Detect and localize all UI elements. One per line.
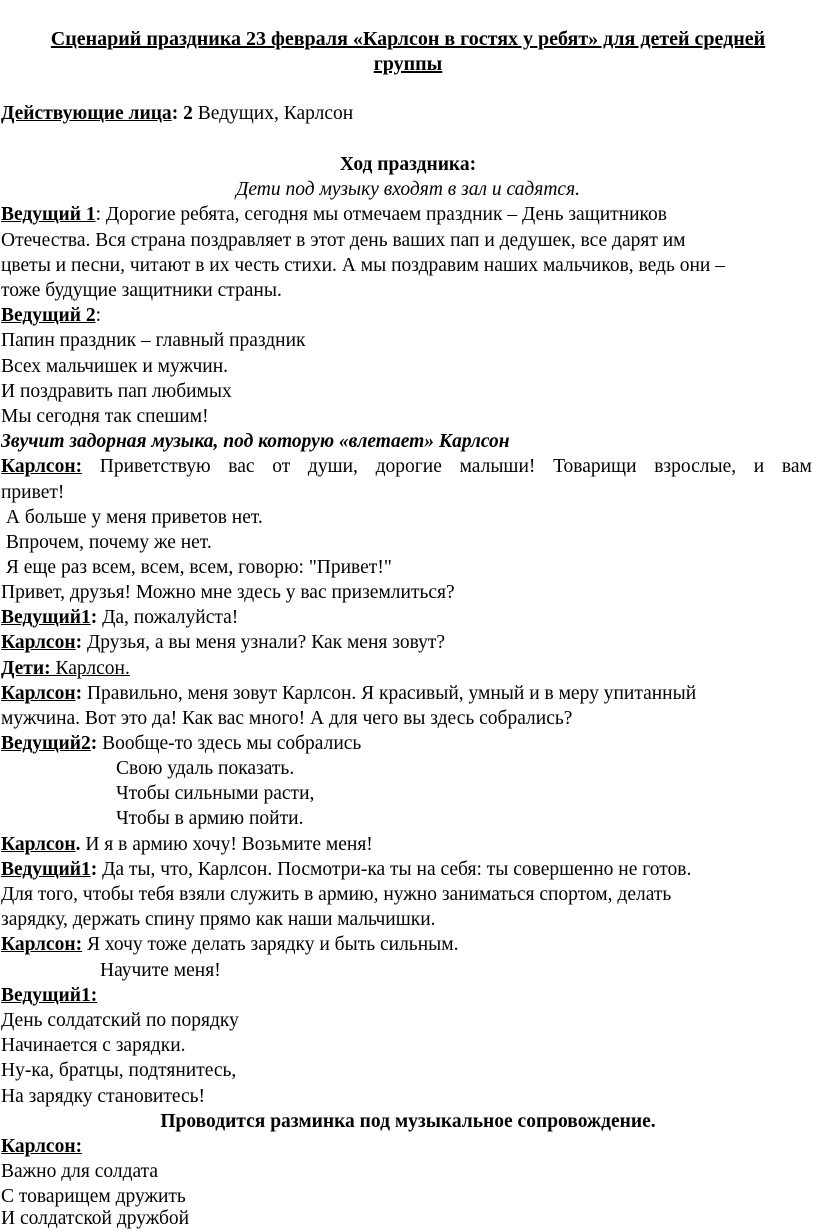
speech-carlson-line-5: Я еще раз всем, всем, всем, говорю: "Привет!" xyxy=(1,557,392,578)
word: дорогие xyxy=(375,456,442,477)
speech-host1-reply xyxy=(1,605,238,631)
speech-text: Да, пожалуйста! xyxy=(97,607,239,628)
cast-text: Ведущих, Карлсон xyxy=(192,103,354,124)
speech-carlson-intro-line-1 xyxy=(1,681,696,707)
word: и xyxy=(753,456,765,477)
cast-colon: : xyxy=(171,103,179,124)
document-title-line-2: группы xyxy=(373,53,443,75)
speech-text: Дорогие ребята, сегодня мы отмечаем праздник – День защитников xyxy=(101,204,667,225)
speaker-sep: : xyxy=(95,204,101,225)
verse-line: Свою удаль показать. xyxy=(116,758,295,779)
word: малыши! xyxy=(459,456,536,477)
verse-line: И поздравить пап любимых xyxy=(1,381,232,402)
stage-direction-entry: Дети под музыку входят в зал и садятся. xyxy=(235,179,581,200)
speech-host1-exercise-line-2: Для того, чтобы тебя взяли служить в армию, нужно заниматься спортом, делать xyxy=(1,884,672,905)
word: вас xyxy=(228,456,255,477)
speech-text: Да ты, что, Карлсон. Посмотри-ка ты на себя: ты совершенно не готов. xyxy=(97,859,692,880)
verse-line: Чтобы в армию пойти. xyxy=(116,808,304,829)
speaker-sep: . xyxy=(75,834,81,855)
speech-carlson-line-1 xyxy=(1,454,812,480)
document-title-line-1: Сценарий праздника 23 февраля «Карлсон в гостях у ребят» для детей средней xyxy=(50,28,766,50)
verse-line: Важно для солдата xyxy=(1,1161,159,1182)
verse-line: Начинается с зарядки. xyxy=(1,1035,186,1056)
cast-count: 2 xyxy=(183,103,193,124)
section-heading: Ход праздника: xyxy=(339,154,477,175)
verse-line: На зарядку становитесь! xyxy=(1,1086,206,1107)
word: взрослые, xyxy=(654,456,737,477)
speaker-name: Дети: xyxy=(1,658,51,679)
speech-children xyxy=(1,656,130,682)
verse-line: Папин праздник – главный праздник xyxy=(1,330,306,351)
stage-direction-warmup: Проводится разминка под музыкальное сопровождение. xyxy=(160,1111,656,1132)
speech-carlson-line-6: Привет, друзья! Можно мне здесь у вас приземлиться? xyxy=(1,582,455,603)
speaker-name: Карлсон xyxy=(1,683,76,704)
cast-line xyxy=(1,101,353,127)
speech-text: Вообще-то здесь мы собрались xyxy=(97,733,362,754)
speaker-sep: : xyxy=(90,859,98,880)
speech-host1-line-2: Отечества. Вся страна поздравляет в этот день ваших пап и дедушек, все дарят им xyxy=(1,230,686,251)
speech-carlson-exercise-line-2: Научите меня! xyxy=(100,960,221,981)
speaker-name: Карлсон xyxy=(1,834,76,855)
speech-text: Я хочу тоже делать зарядку и быть сильным. xyxy=(82,934,459,955)
speech-text: И я в армию хочу! Возьмите меня! xyxy=(80,834,373,855)
speech-carlson-question xyxy=(1,630,445,656)
speaker-name: Ведущий2 xyxy=(1,733,91,754)
verse-line: Чтобы сильными расти, xyxy=(116,783,315,804)
speaker-sep: : xyxy=(75,632,83,653)
word: от xyxy=(272,456,291,477)
speech-host1-heading: Ведущий1: xyxy=(1,985,98,1006)
speech-host1-line-1 xyxy=(1,202,667,228)
speaker-name: Ведущий1 xyxy=(1,859,91,880)
verse-line: Ну-ка, братцы, подтянитесь, xyxy=(1,1060,237,1081)
verse-line: Мы сегодня так спешим! xyxy=(1,406,209,427)
speech-carlson-line-2: привет! xyxy=(1,482,65,503)
speaker-sep: : xyxy=(90,607,98,628)
speech-carlson-army xyxy=(1,832,373,858)
speech-carlson-heading: Карлсон: xyxy=(1,1136,83,1157)
speaker-sep: : xyxy=(95,305,101,326)
speech-host1-exercise-line-3: зарядку, держать спину прямо как наши мальчишки. xyxy=(1,909,436,930)
speech-text: Карлсон. xyxy=(50,658,130,679)
word: Приветствую xyxy=(99,456,211,477)
speech-text: Друзья, а вы меня узнали? Как меня зовут? xyxy=(82,632,446,653)
speech-carlson-intro-line-2: мужчина. Вот это да! Как вас много! А для чего вы здесь собрались? xyxy=(1,708,573,729)
verse-line: Всех мальчишек и мужчин. xyxy=(1,356,229,377)
verse-line: И солдатской дружбой xyxy=(1,1208,190,1229)
cast-label: Действующие лица xyxy=(1,103,172,124)
word: Товарищи xyxy=(553,456,637,477)
speech-carlson-line-4: Впрочем, почему же нет. xyxy=(1,532,212,553)
speaker-name: Ведущий1 xyxy=(1,607,91,628)
speech-host2-heading xyxy=(1,303,101,329)
speaker-name: Ведущий 1 xyxy=(1,204,96,225)
speaker-name: Карлсон: xyxy=(1,456,83,477)
speech-carlson-line-3: А больше у меня приветов нет. xyxy=(1,507,263,528)
stage-direction-carlson: Звучит задорная музыка, под которую «влетает» Карлсон xyxy=(1,431,510,452)
word: вам xyxy=(781,456,812,477)
speaker-name: Карлсон: xyxy=(1,934,83,955)
speaker-name: Карлсон xyxy=(1,632,76,653)
speech-host1-line-3: цветы и песни, читают в их честь стихи. А мы поздравим наших мальчиков, ведь они – xyxy=(1,255,725,276)
speech-host2-verse-line-1 xyxy=(1,731,361,757)
speaker-name: Ведущий 2 xyxy=(1,305,96,326)
speaker-sep: : xyxy=(75,683,83,704)
verse-line: С товарищем дружить xyxy=(1,1186,186,1207)
speech-carlson-exercise-line-1 xyxy=(1,932,458,958)
verse-line: День солдатский по порядку xyxy=(1,1010,239,1031)
speech-text: Правильно, меня зовут Карлсон. Я красивый, умный и в меру упитанный xyxy=(82,683,697,704)
speaker-sep: : xyxy=(90,733,98,754)
speech-host1-exercise-line-1 xyxy=(1,857,691,883)
speech-host1-line-4: тоже будущие защитники страны. xyxy=(1,280,282,301)
word: души, xyxy=(307,456,358,477)
